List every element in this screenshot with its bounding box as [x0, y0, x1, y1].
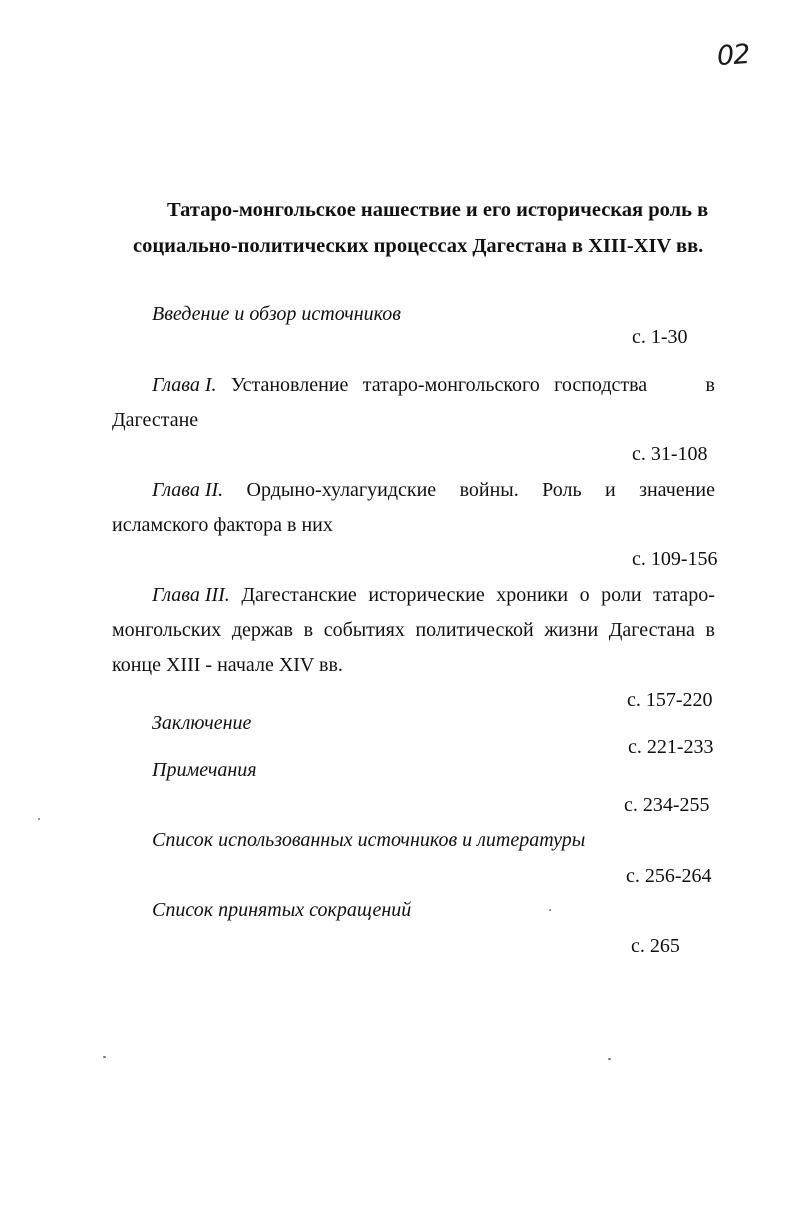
scan-speck: [38, 818, 40, 820]
toc-sources-label: Список использованных источников и литературы: [152, 829, 586, 851]
chapter-2-label: Глава II.: [152, 479, 224, 501]
chapter-3-word: в: [303, 619, 314, 641]
chapter-1-word: татаро-монгольского: [362, 374, 540, 396]
chapter-3-line-3: конце XIII - начале XIV вв.: [112, 654, 343, 676]
toc-sources-pages: с. 256-264: [626, 865, 712, 887]
toc-conclusion-pages: с. 221-233: [628, 736, 714, 758]
chapter-1-label: Глава I.: [152, 374, 217, 396]
chapter-3-word: исторические: [368, 584, 485, 606]
chapter-2-word: Ордыно-хулагуидские: [246, 479, 437, 501]
chapter-3-word: событиях: [323, 619, 405, 641]
toc-chapter-2: [112, 473, 715, 543]
title-line-1: Татаро-монгольское нашествие и его историческая роль в: [167, 199, 709, 221]
chapter-3-word: о: [579, 584, 590, 606]
scan-speck: [549, 909, 551, 911]
chapter-1-word: в: [705, 374, 715, 396]
chapter-3-word: в: [705, 619, 715, 641]
scan-speck: [608, 1058, 611, 1060]
chapter-2-word: войны.: [459, 479, 519, 501]
toc-abbreviations-label: Список принятых сокращений: [152, 899, 412, 921]
chapter-3-word: Дагестана: [608, 619, 695, 641]
chapter-3-word: Дагестанские: [241, 584, 357, 606]
toc-abbreviations-pages: с. 265: [631, 935, 680, 957]
title-line-2: социально-политических процессах Дагестана в XIII-XIV вв.: [133, 235, 704, 257]
chapter-1-word: Установление: [230, 374, 349, 396]
chapter-3-label: Глава III.: [152, 584, 230, 606]
chapter-3-word: татаро-: [653, 584, 715, 606]
chapter-2-word: значение: [639, 479, 715, 501]
chapter-2-word: и: [604, 479, 616, 501]
scan-speck: [103, 1056, 106, 1058]
chapter-1-word: господства: [554, 374, 648, 396]
toc-chapter-3-pages: с. 157-220: [627, 689, 713, 711]
toc-chapter-1: [112, 368, 715, 438]
chapter-3-word: хроники: [496, 584, 569, 606]
chapter-3-word: держав: [231, 619, 294, 641]
toc-notes-label: Примечания: [152, 759, 257, 781]
document-title: [120, 192, 720, 264]
toc-chapter-3: [112, 578, 715, 683]
toc-notes-pages: с. 234-255: [624, 794, 710, 816]
page-number-handwritten: 02: [715, 38, 751, 73]
toc-conclusion-label: Заключение: [152, 712, 252, 734]
chapter-2-line-2: исламского фактора в них: [112, 514, 333, 536]
chapter-2-word: Роль: [542, 479, 582, 501]
chapter-3-word: монгольских: [112, 619, 222, 641]
chapter-3-word: жизни: [544, 619, 599, 641]
toc-chapter-1-pages: с. 31-108: [632, 443, 708, 465]
chapter-3-word: политической: [415, 619, 534, 641]
chapter-3-word: роли: [601, 584, 642, 606]
toc-intro-pages: с. 1-30: [632, 326, 688, 348]
toc-chapter-2-pages: с. 109-156: [632, 548, 718, 570]
chapter-1-line-2: Дагестане: [112, 409, 199, 431]
toc-intro-label: Введение и обзор источников: [152, 303, 401, 325]
